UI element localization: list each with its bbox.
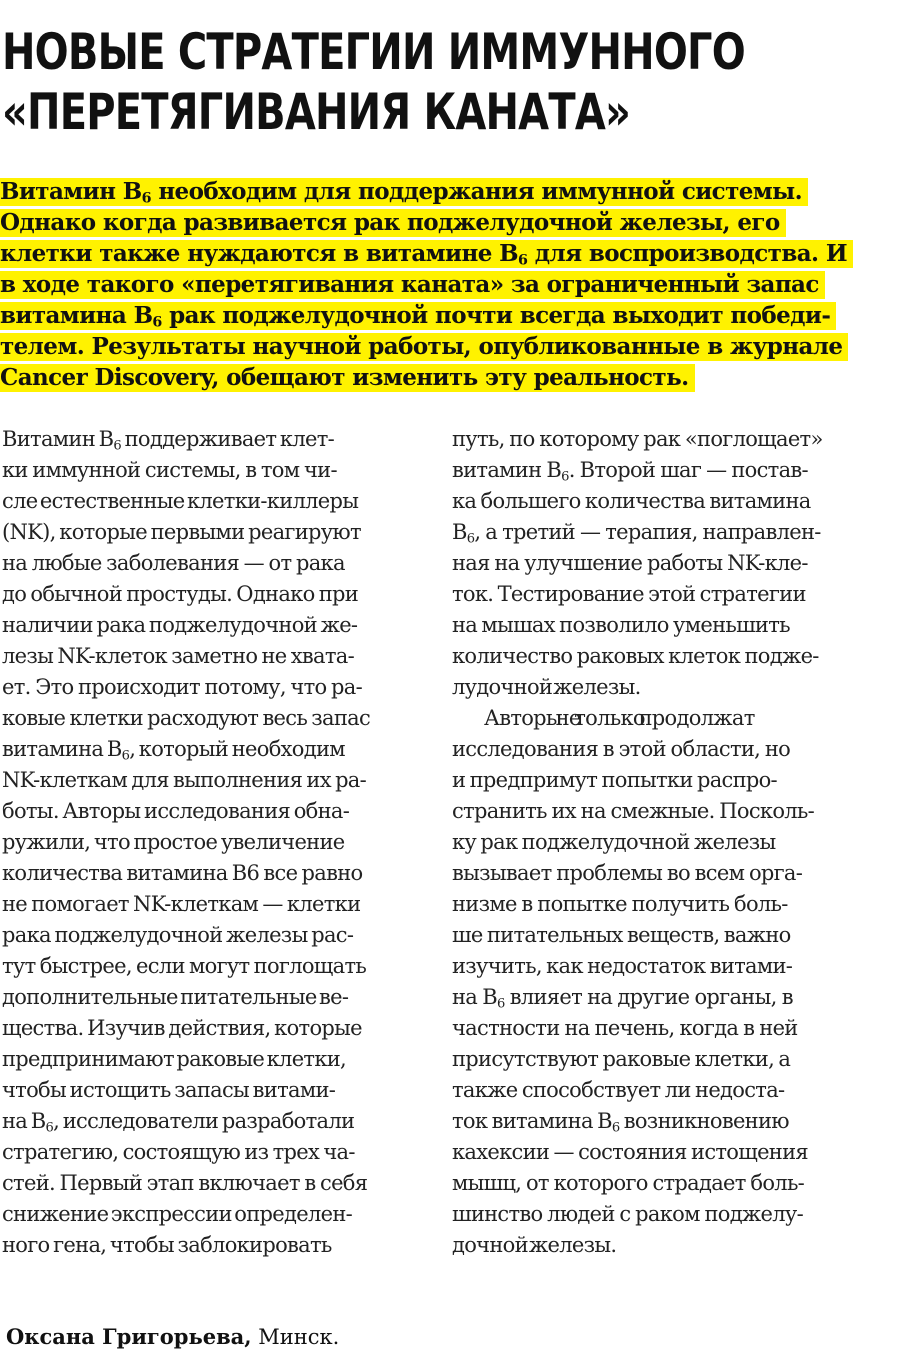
text-segment: чтобы истощить запасы витами- (2, 1078, 336, 1102)
byline (6, 1322, 339, 1352)
text-segment: щества. Изучив действия, которые (2, 1016, 362, 1040)
text-line (452, 1199, 877, 1230)
text-line (2, 1137, 427, 1168)
text-segment: , который необходим (129, 737, 345, 761)
subscript-6: 6 (141, 190, 151, 207)
text-segment: возникновению (619, 1109, 789, 1133)
text-segment: наличии рака поджелудочной же- (2, 613, 358, 637)
text-segment: необходим для поддержания иммунной системы. (150, 178, 803, 205)
text-line (2, 920, 427, 951)
text-segment: влияет на другие органы, в (504, 985, 793, 1009)
text-segment: ная на улучшение работы NK-кле- (452, 551, 808, 575)
text-line (452, 765, 877, 796)
text-line (452, 827, 877, 858)
text-line (2, 641, 427, 672)
text-segment: не помогает NK-клеткам — клетки (2, 892, 361, 916)
subscript-6: 6 (518, 252, 528, 269)
text-line (452, 486, 877, 517)
subscript-6: 6 (113, 438, 121, 454)
subscript-6: 6 (497, 996, 505, 1012)
article-headline (2, 22, 882, 142)
text-line (452, 517, 877, 548)
text-line (2, 889, 427, 920)
text-segment: Витамин B (2, 427, 114, 451)
text-line (452, 1230, 877, 1261)
text-line (2, 1013, 427, 1044)
text-segment: . Второй шаг — постав- (568, 458, 808, 482)
text-segment: лудочной железы. (452, 675, 641, 699)
text-line (452, 455, 877, 486)
text-segment: дочной железы. (452, 1233, 617, 1257)
highlight-mark (0, 333, 848, 361)
text-line (452, 951, 877, 982)
text-line (2, 548, 427, 579)
text-segment: ток витамина B (452, 1109, 612, 1133)
subscript-6: 6 (121, 748, 130, 764)
body-column-right (452, 424, 877, 1261)
text-line (452, 889, 877, 920)
text-line (452, 548, 877, 579)
text-line (452, 641, 877, 672)
text-line (2, 765, 427, 796)
text-segment: витамин B (452, 458, 562, 482)
text-segment: присутствуют раковые клетки, а (452, 1047, 791, 1071)
lead-line (0, 176, 880, 207)
text-segment: , а третий — терапия, направлен- (474, 520, 821, 544)
text-segment: тут быстрее, если могут поглощать (2, 954, 367, 978)
text-line (2, 455, 427, 486)
text-segment: на любые заболевания — от рака (2, 551, 345, 575)
text-segment: стратегию, состоящую из трех ча- (2, 1140, 355, 1164)
subscript-6: 6 (561, 469, 569, 485)
text-line (2, 796, 427, 827)
text-line (452, 703, 877, 734)
subscript-6: 6 (466, 531, 475, 547)
text-line (452, 920, 877, 951)
text-segment: витамина B (0, 302, 153, 329)
text-line (2, 1199, 427, 1230)
lead-line (0, 300, 880, 331)
headline-line-2: «ПЕРЕТЯГИВАНИЯ КАНАТА» (2, 83, 631, 141)
highlight-mark (0, 240, 853, 268)
text-line (452, 734, 877, 765)
text-segment: Однако когда развивается рак поджелудочной железы, его (0, 209, 780, 236)
lead-line (0, 207, 880, 238)
text-segment: странить их на смежные. Посколь- (452, 799, 815, 823)
text-segment: мышц, от которого страдает боль- (452, 1171, 805, 1195)
text-segment: стей. Первый этап включает в себя (2, 1171, 368, 1195)
text-line (452, 424, 877, 455)
text-segment: Cancer Discovery, обещают изменить эту реальность. (0, 364, 689, 391)
text-line (452, 982, 877, 1013)
text-line (452, 1106, 877, 1137)
text-line (452, 858, 877, 889)
text-segment: ного гена, чтобы заблокировать (2, 1233, 332, 1257)
highlight-mark (0, 271, 825, 299)
text-segment: NK-клеткам для выполнения их ра- (2, 768, 367, 792)
text-line (2, 424, 427, 455)
text-segment: ет. Это происходит потому, что ра- (2, 675, 362, 699)
text-segment: сле естественные клетки-киллеры (2, 489, 359, 513)
text-line (2, 703, 427, 734)
text-segment: предпринимают раковые клетки, (2, 1047, 347, 1071)
text-segment: дополнительные питательные ве- (2, 985, 349, 1009)
text-segment: на мышах позволило уменьшить (452, 613, 790, 637)
highlight-mark (0, 302, 836, 330)
lead-line (0, 238, 880, 269)
highlight-mark (0, 209, 786, 237)
text-segment: также способствует ли недоста- (452, 1078, 785, 1102)
text-segment: ку рак поджелудочной железы (452, 830, 776, 854)
text-segment: витамина B (2, 737, 122, 761)
text-line (452, 1168, 877, 1199)
text-line (2, 1075, 427, 1106)
text-line (452, 610, 877, 641)
text-segment: шинство людей с раком поджелу- (452, 1202, 803, 1226)
text-segment: ковые клетки расходуют весь запас (2, 706, 371, 730)
text-line (2, 517, 427, 548)
text-segment: вызывает проблемы во всем орга- (452, 861, 803, 885)
text-line (2, 827, 427, 858)
text-segment: Витамин B (0, 178, 142, 205)
text-line (2, 610, 427, 641)
text-segment: количество раковых клеток подже- (452, 644, 819, 668)
text-segment: телем. Результаты научной работы, опубликованные в журнале (0, 333, 843, 360)
text-segment: на B (452, 985, 497, 1009)
text-segment: и предпримут попытки распро- (452, 768, 777, 792)
subscript-6: 6 (152, 314, 162, 331)
text-segment: для воспроизводства. И (527, 240, 847, 267)
text-segment: рак поджелудочной почти всегда выходит победи- (161, 302, 831, 329)
text-segment: частности на печень, когда в ней (452, 1016, 798, 1040)
text-line (2, 951, 427, 982)
text-segment: ше питательных веществ, важно (452, 923, 791, 947)
text-segment: низме в попытке получить боль- (452, 892, 788, 916)
text-segment: ток. Тестирование этой стратегии (452, 582, 806, 606)
text-line (2, 579, 427, 610)
text-line (2, 486, 427, 517)
text-segment: на B (2, 1109, 46, 1133)
text-line (2, 982, 427, 1013)
text-segment: путь, по которому рак «поглощает» (452, 427, 823, 451)
text-segment: до обычной простуды. Однако при (2, 582, 359, 606)
headline-line-1: НОВЫЕ СТРАТЕГИИ ИММУННОГО (2, 23, 745, 81)
text-segment: боты. Авторы исследования обна- (2, 799, 350, 823)
text-line (2, 1044, 427, 1075)
text-segment: снижение экспрессии определен- (2, 1202, 353, 1226)
subscript-6: 6 (611, 1120, 620, 1136)
text-line (2, 734, 427, 765)
text-segment: лезы NK-клеток заметно не хвата- (2, 644, 354, 668)
lead-paragraph (0, 176, 880, 393)
text-segment: поддерживает клет- (120, 427, 335, 451)
highlight-mark (0, 364, 695, 392)
text-segment: клетки также нуждаются в витамине B (0, 240, 519, 267)
highlight-mark (0, 178, 808, 206)
text-segment: кахексии — состояния истощения (452, 1140, 808, 1164)
text-segment: (NK), которые первыми реагируют (2, 520, 361, 544)
byline-author: Оксана Григорьева, (6, 1324, 252, 1349)
text-line (452, 1137, 877, 1168)
text-line (2, 1106, 427, 1137)
text-line (452, 672, 877, 703)
body-column-left (2, 424, 427, 1261)
text-segment: , исследователи разработали (53, 1109, 355, 1133)
text-segment: количества витамина В6 все равно (2, 861, 363, 885)
text-line (452, 1044, 877, 1075)
text-segment: изучить, как недостаток витами- (452, 954, 793, 978)
text-segment: Авторы не только продолжат (484, 706, 755, 730)
text-segment: ка большего количества витамина (452, 489, 811, 513)
text-line (452, 1013, 877, 1044)
subscript-6: 6 (45, 1120, 54, 1136)
text-line (452, 579, 877, 610)
byline-city: Минск. (251, 1325, 340, 1349)
text-line (2, 1230, 427, 1261)
lead-line (0, 269, 880, 300)
text-segment: ружили, что простое увеличение (2, 830, 345, 854)
text-line (452, 796, 877, 827)
text-segment: ки иммунной системы, в том чи- (2, 458, 337, 482)
text-line (2, 1168, 427, 1199)
text-line (2, 858, 427, 889)
lead-line (0, 331, 880, 362)
text-segment: рака поджелудочной железы рас- (2, 923, 354, 947)
lead-line (0, 362, 880, 393)
text-line (452, 1075, 877, 1106)
text-segment: B (452, 520, 467, 544)
text-line (2, 672, 427, 703)
text-segment: исследования в этой области, но (452, 737, 791, 761)
text-segment: в ходе такого «перетягивания каната» за ограниченный запас (0, 271, 819, 298)
